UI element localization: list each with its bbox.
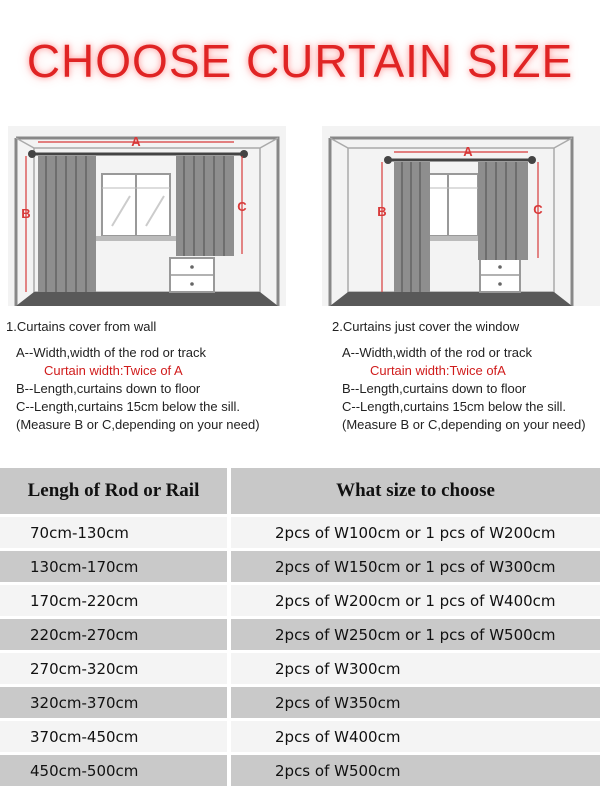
table-row [0, 687, 600, 718]
header-rod-length: Lengh of Rod or Rail [0, 468, 227, 514]
label-c: C [533, 202, 543, 217]
rod-length-cell: 270cm-320cm [0, 653, 227, 684]
rod-length-cell: 130cm-170cm [0, 551, 227, 582]
table-row [0, 517, 600, 548]
diagram-cover-window [322, 126, 600, 306]
label-b: B [377, 204, 387, 219]
label-b: B [21, 206, 31, 221]
table-row [0, 551, 600, 582]
option-1-length-floor-line: B--Length,curtains down to floor [16, 381, 201, 396]
size-cell: 2pcs of W300cm [227, 653, 600, 684]
size-cell: 2pcs of W250cm or 1 pcs of W500cm [227, 619, 600, 650]
option-1-length-sill-line: C--Length,curtains 15cm below the sill. [16, 399, 240, 414]
size-cell: 2pcs of W350cm [227, 687, 600, 718]
size-cell: 2pcs of W200cm or 1 pcs of W400cm [227, 585, 600, 616]
rod-length-cell: 170cm-220cm [0, 585, 227, 616]
option-1-measure-note: (Measure B or C,depending on your need) [16, 417, 260, 432]
option-2-heading: 2.Curtains just cover the window [332, 319, 520, 334]
label-a: A [131, 134, 141, 149]
size-table [0, 465, 600, 789]
rod-length-cell: 70cm-130cm [0, 517, 227, 548]
size-cell: 2pcs of W150cm or 1 pcs of W300cm [227, 551, 600, 582]
option-2-description [332, 318, 600, 434]
diagram-cover-from-wall [8, 126, 286, 306]
table-row [0, 585, 600, 616]
table-row [0, 619, 600, 650]
label-c: C [237, 199, 247, 214]
size-cell: 2pcs of W400cm [227, 721, 600, 752]
option-2-width-note: Curtain width:Twice ofA [370, 363, 506, 378]
page-title: CHOOSE CURTAIN SIZE [26, 35, 574, 87]
option-2-length-sill-line: C--Length,curtains 15cm below the sill. [342, 399, 566, 414]
option-1-width-note: Curtain width:Twice of A [44, 363, 183, 378]
table-row [0, 721, 600, 752]
rod-length-cell: 450cm-500cm [0, 755, 227, 786]
option-2-length-floor-line: B--Length,curtains down to floor [342, 381, 527, 396]
size-cell: 2pcs of W100cm or 1 pcs of W200cm [227, 517, 600, 548]
option-1-description [6, 318, 260, 434]
label-a: A [463, 144, 473, 159]
table-row [0, 653, 600, 684]
option-1-width-line: A--Width,width of the rod or track [16, 345, 207, 360]
rod-length-cell: 220cm-270cm [0, 619, 227, 650]
option-1-heading: 1.Curtains cover from wall [6, 319, 157, 334]
rod-length-cell: 370cm-450cm [0, 721, 227, 752]
size-cell: 2pcs of W500cm [227, 755, 600, 786]
header-size-to-choose: What size to choose [227, 468, 600, 514]
option-2-measure-note: (Measure B or C,depending on your need) [342, 417, 586, 432]
table-row [0, 755, 600, 786]
rod-length-cell: 320cm-370cm [0, 687, 227, 718]
table-header-row [0, 468, 600, 514]
option-2-width-line: A--Width,width of the rod or track [342, 345, 533, 360]
